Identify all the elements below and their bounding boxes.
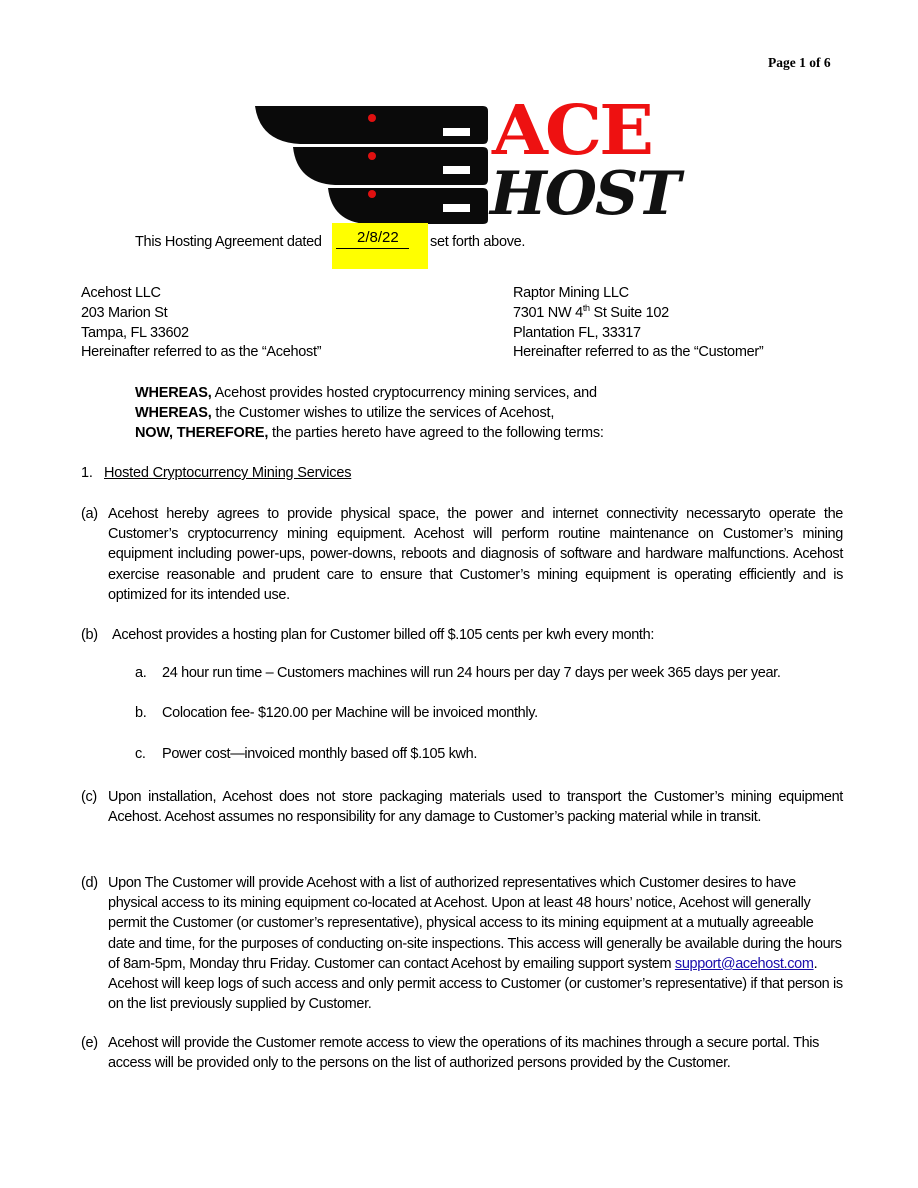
clause-label: (b) — [81, 627, 98, 643]
recital-1 — [135, 384, 604, 404]
clause-label: (a) — [81, 506, 98, 522]
clause-label: (e) — [81, 1035, 98, 1051]
server-rack-wings-icon — [255, 104, 490, 224]
provider-party-block — [81, 284, 321, 363]
item-text: Power cost—invoiced monthly based off $.105 kwh. — [162, 746, 478, 762]
date-underline — [336, 248, 409, 249]
agreement-line-suffix: set forth above. — [430, 234, 526, 250]
item-label: a. — [135, 665, 147, 681]
clause-text: Acehost hereby agrees to provide physical space, the power and internet connectivity necessaryto operate the Customer’s cryptocurrency mining equipment. Acehost will perform routine maintenance on Customer’s mining equipment including power-ups, power-downs, reboots and diagnosis of software and hardware malfunctions. Acehost exercise reasonable and prudent care to ensure that Customer’s mining equipment is operating efficiently and is optimized for its intended use. — [108, 506, 843, 603]
clause-a — [81, 504, 843, 605]
clause-text-part: . Acehost will keep logs of such access and only permit access to Customer (or customer’s representative) if that person is on the list previously supplied by Customer. — [108, 955, 843, 1013]
provider-referred-as: Hereinafter referred to as the “Acehost” — [81, 344, 322, 361]
clause-e — [81, 1033, 843, 1073]
customer-address-suite: St Suite 102 — [589, 304, 669, 321]
recital-text: the Customer wishes to utilize the services of Acehost, — [211, 404, 555, 421]
clause-text: Acehost provides a hosting plan for Customer billed off $.105 cents per kwh every month: — [112, 627, 654, 643]
agreement-date: 2/8/22 — [357, 229, 399, 246]
provider-address-line1: 203 Marion St — [81, 304, 168, 321]
provider-address-line2: Tampa, FL 33602 — [81, 324, 189, 341]
item-label: b. — [135, 705, 147, 721]
clause-c — [81, 787, 843, 827]
provider-name: Acehost LLC — [81, 285, 161, 301]
customer-address-street: 7301 NW 4 — [513, 304, 583, 321]
section-heading — [81, 465, 351, 481]
acehost-logo — [255, 89, 679, 229]
customer-address-line1 — [513, 304, 763, 324]
recitals — [135, 384, 604, 443]
clause-text-part: Upon The Customer will provide Acehost with a list of authorized representatives which Customer desires to have physical access to its mining equipment co-located at Acehost. Upon at least 48 hours’ notice, Acehost will generally permit the Customer (or customer’s representative), physical access to its mining equipment at a mutually agreeable date and time, for the purposes of conducting on-site inspections. This access will generally be available during the hours of 8am-5pm, Monday thru Friday. Customer can contact Acehost by emailing support system — [108, 875, 842, 972]
clause-text: Acehost will provide the Customer remote access to view the operations of its machines through a secure portal. This access will be provided only to the persons on the list of authorized persons provided by the Customer. — [108, 1035, 820, 1072]
clause-text: Upon installation, Acehost does not store packaging materials used to transport the Customer’s mining equipment Acehost. Acehost assumes no responsibility for any damage to Customer’s packing material while in transit. — [108, 789, 843, 826]
recital-text: the parties hereto have agreed to the following terms: — [268, 424, 604, 441]
plan-item-c — [135, 746, 477, 762]
customer-referred-as: Hereinafter referred to as the “Customer” — [513, 344, 764, 361]
recital-lead: WHEREAS, — [135, 385, 212, 401]
customer-name: Raptor Mining LLC — [513, 285, 629, 301]
clause-label: (d) — [81, 875, 98, 891]
item-text: Colocation fee- $120.00 per Machine will be invoiced monthly. — [162, 705, 538, 721]
section-number: 1. — [81, 465, 93, 481]
customer-party-block — [513, 284, 763, 363]
agreement-line-prefix: This Hosting Agreement dated — [135, 234, 322, 250]
item-text: 24 hour run time – Customers machines will run 24 hours per day 7 days per week 365 days per year. — [162, 665, 781, 681]
clause-b — [81, 625, 843, 645]
customer-address-line2: Plantation FL, 33317 — [513, 324, 641, 341]
logo-text-host: HOST — [490, 159, 679, 229]
support-email-link[interactable]: support@acehost.com — [674, 955, 814, 972]
recital-lead: WHEREAS, — [135, 404, 212, 421]
clause-text — [108, 873, 843, 1014]
recital-2 — [135, 404, 604, 424]
recital-3 — [135, 424, 604, 444]
section-title: Hosted Cryptocurrency Mining Services — [104, 465, 352, 481]
plan-item-a — [135, 665, 781, 681]
page-number: Page 1 of 6 — [768, 55, 831, 70]
item-label: c. — [135, 746, 146, 762]
recital-lead: NOW, THEREFORE, — [135, 424, 269, 441]
clause-label: (c) — [81, 789, 97, 805]
recital-text: Acehost provides hosted cryptocurrency mining services, and — [211, 385, 597, 401]
logo-text-ace: ACE — [492, 89, 652, 171]
clause-d — [81, 873, 843, 1014]
ordinal-suffix: th — [582, 302, 590, 313]
plan-item-b — [135, 705, 538, 721]
